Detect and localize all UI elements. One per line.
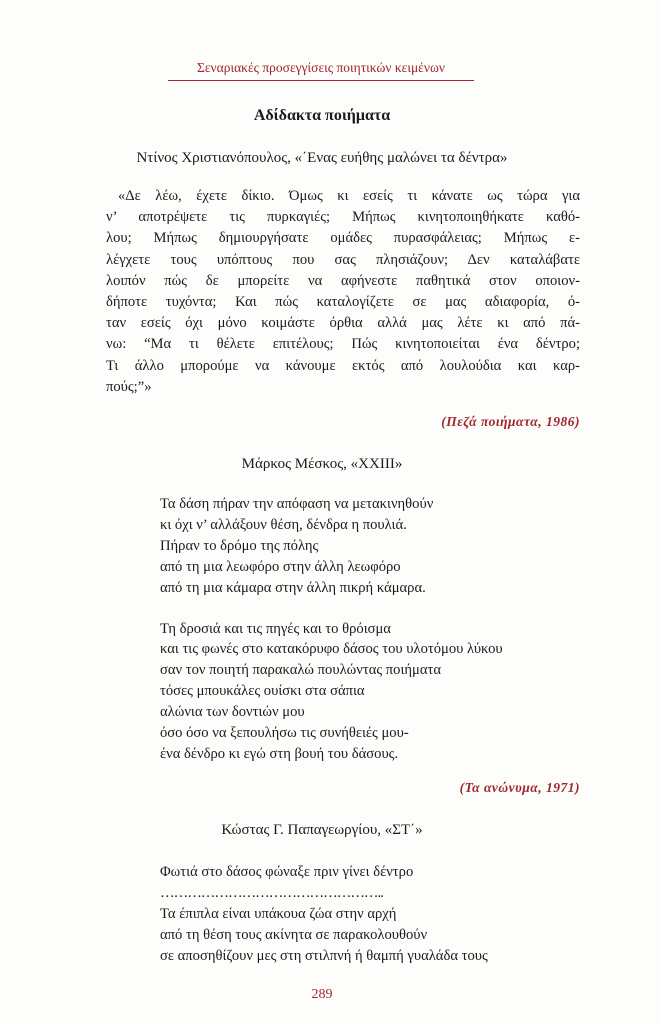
section2-heading: Μάρκος Μέσκος, «XXIII» <box>241 456 403 472</box>
poem-line: αλώνια των δοντιών μου <box>160 704 305 721</box>
prose-line: λου; Μήπως δημιουργήσατε ομάδες πυρασφάλειας; Μήπως ε- <box>106 230 580 247</box>
section1-source: (Πεζά ποιήματα, 1986) <box>441 414 580 429</box>
poem-line: και τις φωνές στο κατακόρυφο δάσος του υλοτόμου λύκου <box>160 641 503 658</box>
poem-line: Πήραν το δρόμο της πόλης <box>160 537 319 554</box>
section1-heading: Ντίνος Χριστιανόπουλος, «΄Ενας ευήθης μαλώνει τα δέντρα» <box>136 150 508 166</box>
poem-line: σε αποσηθίζουν μες στη στιλπνή ή θαμπή γυαλάδα τους <box>160 947 488 964</box>
running-head: Σεναριακές προσεγγίσεις ποιητικών κειμένων <box>197 60 445 75</box>
poem-line: κι όχι ν’ αλλάξουν θέση, δένδρα η πουλιά. <box>160 516 407 533</box>
prose-line: Τι άλλο μπορούμε να κάνουμε εκτός από λουλούδια και καρ- <box>106 357 580 374</box>
section3-heading: Κώστας Γ. Παπαγεωργίου, «ΣΤ΄» <box>221 822 423 838</box>
poem-line: από τη μια λεωφόρο στην άλλη λεωφόρο <box>160 558 401 575</box>
poem-line: όσο όσο να ξεπουλήσω τις συνήθειές μου- <box>160 725 409 742</box>
page-title: Αδίδακτα ποιήματα <box>253 107 391 124</box>
prose-line: ταν εσείς όχι μόνο κοιμάστε όρθια αλλά μας λέτε κι από πά- <box>106 315 580 332</box>
page-number: 289 <box>311 987 333 1002</box>
prose-line: πούς;”» <box>106 378 152 395</box>
section2-poem <box>160 494 503 765</box>
poem-line: ένα δένδρο κι εγώ στη βουή του δάσους. <box>160 745 399 762</box>
poem-line: Τα έπιπλα είναι υπάκουα ζώα στην αρχή <box>160 905 397 922</box>
poem-line: Τη δροσιά και τις πηγές και το θρόισμα <box>160 620 391 637</box>
section1-prose <box>106 186 580 398</box>
poem-line: Φωτιά στο δάσος φώναξε πριν γίνει δέντρο <box>160 864 414 880</box>
poem-line: από τη μια κάμαρα στην άλλη πικρή κάμαρα. <box>160 579 426 596</box>
running-head-rule <box>168 80 474 81</box>
prose-line: δήποτε τυχόντα; Και πώς καταλογίζετε σε μας αδιαφορία, ό- <box>106 294 580 311</box>
ellipsis-line: ………………………………………….. <box>160 884 383 901</box>
prose-line: νω: “Μα τι θέλετε επιτέλους; Πώς κινητοποιείται ένα δέντρο; <box>106 336 580 353</box>
prose-line: λέγχετε τους υπόπτους που σας πλησιάζουν; Δεν καταλάβατε <box>106 251 580 268</box>
section2-source: (Τα ανώνυμα, 1971) <box>459 780 580 795</box>
poem-line: Τα δάση πήραν την απόφαση να μετακινηθούν <box>160 496 434 512</box>
stanza-break <box>160 599 503 619</box>
prose-line: λοιπόν πώς δε μπορείτε να αφήνεστε παθητικά στον οποιον- <box>106 272 580 289</box>
section3-poem <box>160 862 488 967</box>
poem-line: τόσες μπουκάλες ουίσκι στα σάπια <box>160 683 365 700</box>
poem-line: από τη θέση τους ακίνητα σε παρακολουθούν <box>160 926 428 943</box>
poem-line: σαν τον ποιητή παρακαλώ πουλώντας ποιήματα <box>160 662 441 679</box>
prose-line: «Δε λέω, έχετε δίκιο. Όμως κι εσείς τι κάνατε ως τώρα για <box>118 188 580 204</box>
prose-line: ν’ αποτρέψετε τις πυρκαγιές; Μήπως κινητοποιηθήκατε καθό- <box>106 209 580 226</box>
